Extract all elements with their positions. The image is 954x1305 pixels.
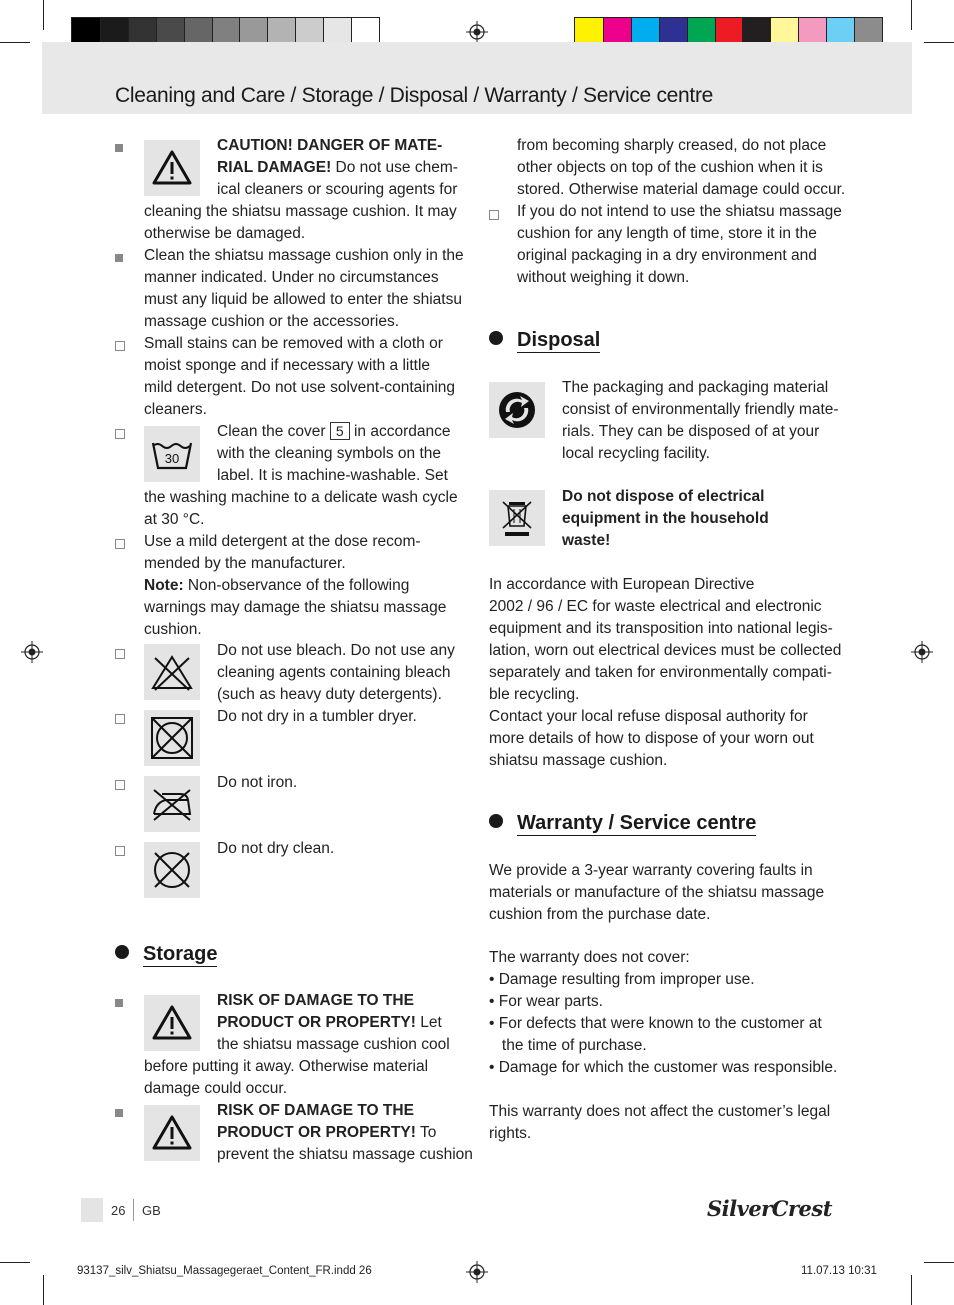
iron-text: Do not iron. [217,774,298,791]
detergent-line-1: Use a mild detergent at the dose recom- [144,533,421,550]
svg-text:30: 30 [164,451,180,466]
crop-mark [924,1262,954,1263]
directive-line: separately and taken for environmentally compati- [489,664,832,681]
crop-mark [924,42,954,43]
bullet-open [115,341,125,354]
exclusion-item: • For defects that were known to the customer at [489,1015,822,1032]
caution-heading: CAUTION! DANGER OF MATE- [217,137,443,154]
warning-icon [144,1105,200,1161]
cover-line-1: Clean the cover 5 in accordance [217,423,451,440]
warranty-line: We provide a 3-year warranty covering faults in [489,862,813,879]
exclusion-item: • Damage resulting from improper use. [489,971,755,988]
crop-mark [0,1262,30,1263]
storage-cont-line: stored. Otherwise material damage could occur. [517,181,846,198]
footer-divider [133,1199,134,1221]
date-slug: 11.07.13 10:31 [801,1265,877,1277]
bullet-filled [115,998,123,1010]
clean-line: manner indicated. Under no circumstances [144,269,439,286]
store-line: original packaging in a dry environment and [517,247,817,264]
no-tumble-dry-icon [144,710,200,766]
stains-line: moist sponge and if necessary with a little [144,357,431,374]
note-line-1: Note: Non-observance of the following [144,577,410,594]
warning-icon [144,995,200,1051]
detergent-line-2: mended by the manufacturer. [144,555,346,572]
registration-mark-icon [911,641,933,663]
bleach-line: (such as heavy duty detergents). [217,686,442,703]
section-dot-icon [489,814,503,828]
warning-icon [144,140,200,196]
store-line: cushion for any length of time, store it in the [517,225,817,242]
risk-heading: RISK OF DAMAGE TO THE [217,1102,414,1119]
bullet-open [115,846,125,859]
risk-line-3: prevent the shiatsu massage cushion [217,1146,473,1163]
crop-mark [911,0,912,30]
bullet-filled [115,1108,123,1120]
store-line: If you do not intend to use the shiatsu massage [517,203,842,220]
storage-cont-line: other objects on top of the cushion when it is [517,159,823,176]
file-slug: 93137_silv_Shiatsu_Massagegeraet_Content_FR.indd 26 [77,1265,372,1277]
language-code: GB [142,1203,161,1218]
exclusion-item: • Damage for which the customer was responsible. [489,1059,838,1076]
clean-line: massage cushion or the accessories. [144,313,400,330]
registration-mark-icon [466,21,488,43]
disposal-heading: Disposal [489,329,600,352]
exclusion-item: the time of purchase. [489,1037,647,1054]
section-dot-icon [489,331,503,345]
directive-line: ble recycling. [489,686,580,703]
no-bleach-icon [144,644,200,700]
legal-line: This warranty does not affect the customer’s legal [489,1103,831,1120]
bullet-open [115,429,125,442]
caution-line-4: cleaning the shiatsu massage cushion. It may [144,203,457,220]
bullet-open [489,210,499,223]
no-dry-clean-icon [144,842,200,898]
brand-logo: SilverCrest [707,1196,832,1221]
stains-line: Small stains can be removed with a cloth or [144,335,443,352]
cover-line-2: with the cleaning symbols on the [217,445,442,462]
dry-clean-text: Do not dry clean. [217,840,335,857]
clean-line: must any liquid be allowed to enter the shiatsu [144,291,462,308]
bullet-open [115,714,125,727]
no-iron-icon [144,776,200,832]
cover-line-5: at 30 °C. [144,511,205,528]
caution-line-2: RIAL DAMAGE! Do not use chem- [217,159,458,176]
risk-line-4: before putting it away. Otherwise material [144,1058,429,1075]
directive-line: equipment and its transposition into national legis- [489,620,833,637]
risk-line-5: damage could occur. [144,1080,288,1097]
stains-line: mild detergent. Do not use solvent-containing [144,379,456,396]
crop-mark [43,0,44,30]
packaging-line: rials. They can be disposed of at your [562,423,820,440]
bullet-filled [115,253,123,265]
risk-line-2: PRODUCT OR PROPERTY! Let [217,1014,442,1031]
recycling-green-dot-icon [489,382,545,438]
stains-line: cleaners. [144,401,207,418]
bullet-open [115,649,125,662]
clean-line: Clean the shiatsu massage cushion only in the [144,247,464,264]
bleach-line: cleaning agents containing bleach [217,664,451,681]
crop-mark [43,1275,44,1305]
section-dot-icon [115,945,129,959]
bullet-open [115,539,125,552]
note-line-3: cushion. [144,621,202,638]
wash-30-icon [144,426,200,482]
directive-line: shiatsu massage cushion. [489,752,668,769]
page-tab [81,1198,103,1222]
weee-line: waste! [562,532,611,549]
risk-heading: RISK OF DAMAGE TO THE [217,992,414,1009]
cover-line-3: label. It is machine-washable. Set [217,467,448,484]
directive-line: In accordance with European Directive [489,576,755,593]
warranty-line: materials or manufacture of the shiatsu massage [489,884,825,901]
caution-line-3: ical cleaners or scouring agents for [217,181,458,198]
packaging-line: local recycling facility. [562,445,710,462]
legal-line: rights. [489,1125,532,1142]
packaging-line: consist of environmentally friendly mate- [562,401,839,418]
warranty-line: cushion from the purchase date. [489,906,711,923]
directive-line: Contact your local refuse disposal authority for [489,708,808,725]
risk-line-3: the shiatsu massage cushion cool [217,1036,450,1053]
directive-line: lation, worn out electrical devices must be collected [489,642,842,659]
page-number: 26 [111,1203,126,1218]
bullet-filled [115,143,123,155]
crop-mark [911,1275,912,1305]
bullet-open [115,780,125,793]
storage-cont-line: from becoming sharply creased, do not place [517,137,827,154]
crop-mark [0,42,30,43]
weee-line: equipment in the household [562,510,769,527]
cover-line-4: the washing machine to a delicate wash cycle [144,489,458,506]
store-line: without weighing it down. [517,269,690,286]
warranty-not-cover: The warranty does not cover: [489,949,690,966]
risk-line-2: PRODUCT OR PROPERTY! To [217,1124,437,1141]
note-line-2: warnings may damage the shiatsu massage [144,599,447,616]
registration-mark-icon [21,641,43,663]
warranty-heading: Warranty / Service centre [489,812,756,835]
page-header [42,42,912,114]
registration-mark-icon [466,1261,488,1283]
bleach-line: Do not use bleach. Do not use any [217,642,455,659]
packaging-line: The packaging and packaging material [562,379,829,396]
directive-line: 2002 / 96 / EC for waste electrical and electronic [489,598,822,615]
weee-bin-icon [489,490,545,546]
storage-heading: Storage [115,943,217,966]
page-title: Cleaning and Care / Storage / Disposal / Warranty / Service centre [115,84,714,107]
weee-line: Do not dispose of electrical [562,488,765,505]
exclusion-item: • For wear parts. [489,993,603,1010]
caution-line-5: otherwise be damaged. [144,225,306,242]
tumble-dry-text: Do not dry in a tumbler dryer. [217,708,417,725]
directive-line: more details of how to dispose of your worn out [489,730,814,747]
part-number-box: 5 [330,422,350,440]
